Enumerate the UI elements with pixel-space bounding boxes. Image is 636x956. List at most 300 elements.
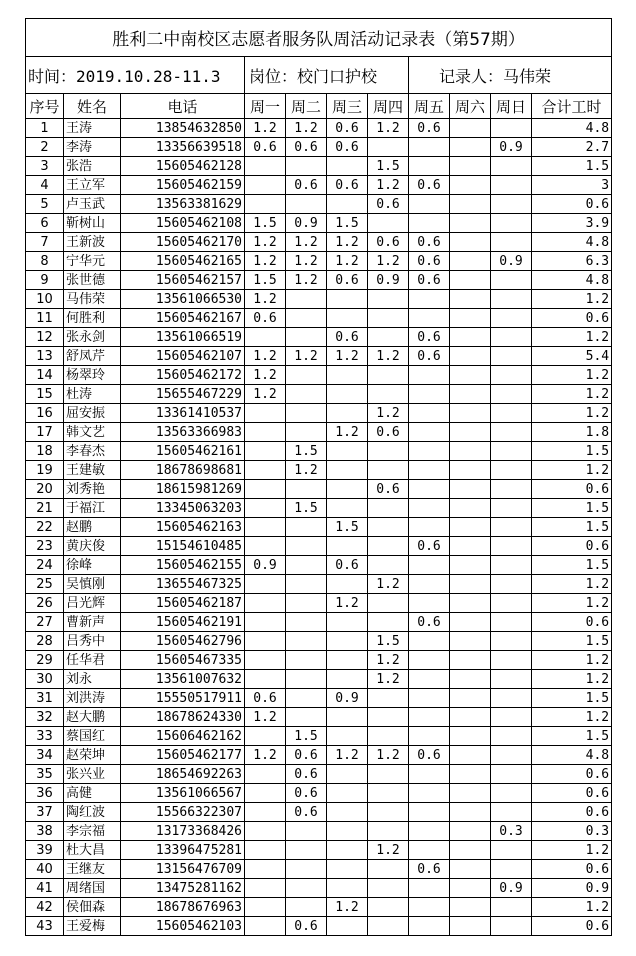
header-sun: 周日 bbox=[491, 94, 532, 119]
table-row bbox=[26, 157, 612, 176]
table-row bbox=[26, 632, 612, 651]
cell-mon bbox=[245, 442, 286, 461]
cell-sun bbox=[491, 347, 532, 366]
cell-thu bbox=[368, 784, 409, 803]
cell-sat bbox=[450, 594, 491, 613]
cell-name: 徐峰 bbox=[64, 556, 121, 575]
cell-sat bbox=[450, 290, 491, 309]
cell-tue bbox=[286, 480, 327, 499]
table-row bbox=[26, 290, 612, 309]
cell-thu: 0.9 bbox=[368, 271, 409, 290]
header-row bbox=[26, 94, 612, 119]
cell-thu bbox=[368, 708, 409, 727]
cell-sun bbox=[491, 461, 532, 480]
cell-tue bbox=[286, 689, 327, 708]
table-row bbox=[26, 176, 612, 195]
header-index: 序号 bbox=[26, 94, 64, 119]
cell-tue: 1.2 bbox=[286, 233, 327, 252]
cell-name: 杜大昌 bbox=[64, 841, 121, 860]
cell-thu bbox=[368, 214, 409, 233]
cell-tue bbox=[286, 404, 327, 423]
cell-sun bbox=[491, 917, 532, 936]
cell-phone: 15606462162 bbox=[121, 727, 245, 746]
time-range: 时间：2019.10.28-11.3 bbox=[26, 57, 245, 94]
header-sat: 周六 bbox=[450, 94, 491, 119]
cell-name: 张永剑 bbox=[64, 328, 121, 347]
cell-mon: 1.2 bbox=[245, 252, 286, 271]
cell-index: 35 bbox=[26, 765, 64, 784]
cell-name: 李宗福 bbox=[64, 822, 121, 841]
cell-name: 刘洪涛 bbox=[64, 689, 121, 708]
cell-name: 赵鹏 bbox=[64, 518, 121, 537]
cell-wed: 1.2 bbox=[327, 746, 368, 765]
cell-wed bbox=[327, 708, 368, 727]
cell-mon bbox=[245, 803, 286, 822]
cell-wed: 0.6 bbox=[327, 119, 368, 138]
cell-mon bbox=[245, 917, 286, 936]
cell-total: 0.9 bbox=[532, 879, 612, 898]
cell-name: 杨翠玲 bbox=[64, 366, 121, 385]
cell-tue bbox=[286, 841, 327, 860]
cell-fri bbox=[409, 556, 450, 575]
cell-tue bbox=[286, 594, 327, 613]
cell-index: 43 bbox=[26, 917, 64, 936]
cell-index: 37 bbox=[26, 803, 64, 822]
cell-sun bbox=[491, 860, 532, 879]
cell-tue bbox=[286, 651, 327, 670]
cell-fri: 0.6 bbox=[409, 233, 450, 252]
cell-sat bbox=[450, 518, 491, 537]
cell-total: 0.3 bbox=[532, 822, 612, 841]
cell-sun bbox=[491, 195, 532, 214]
cell-thu bbox=[368, 803, 409, 822]
header-wed: 周三 bbox=[327, 94, 368, 119]
cell-index: 25 bbox=[26, 575, 64, 594]
record-table bbox=[25, 18, 612, 936]
cell-tue bbox=[286, 423, 327, 442]
cell-name: 赵荣坤 bbox=[64, 746, 121, 765]
cell-wed bbox=[327, 404, 368, 423]
cell-total: 1.5 bbox=[532, 632, 612, 651]
cell-total: 1.5 bbox=[532, 442, 612, 461]
cell-index: 17 bbox=[26, 423, 64, 442]
cell-index: 32 bbox=[26, 708, 64, 727]
cell-tue: 1.2 bbox=[286, 461, 327, 480]
cell-phone: 15605462796 bbox=[121, 632, 245, 651]
cell-total: 1.2 bbox=[532, 898, 612, 917]
cell-index: 5 bbox=[26, 195, 64, 214]
cell-index: 38 bbox=[26, 822, 64, 841]
cell-sun bbox=[491, 366, 532, 385]
cell-total: 0.6 bbox=[532, 803, 612, 822]
cell-sun bbox=[491, 765, 532, 784]
cell-name: 陶红波 bbox=[64, 803, 121, 822]
cell-total: 1.5 bbox=[532, 727, 612, 746]
cell-index: 27 bbox=[26, 613, 64, 632]
cell-phone: 15605462165 bbox=[121, 252, 245, 271]
cell-total: 1.2 bbox=[532, 594, 612, 613]
cell-sun: 0.9 bbox=[491, 252, 532, 271]
cell-sun bbox=[491, 309, 532, 328]
table-row bbox=[26, 537, 612, 556]
cell-wed: 0.9 bbox=[327, 689, 368, 708]
cell-sun bbox=[491, 651, 532, 670]
cell-sun bbox=[491, 803, 532, 822]
cell-mon bbox=[245, 480, 286, 499]
cell-fri: 0.6 bbox=[409, 746, 450, 765]
cell-wed bbox=[327, 651, 368, 670]
cell-total: 1.5 bbox=[532, 499, 612, 518]
cell-sat bbox=[450, 651, 491, 670]
cell-thu bbox=[368, 556, 409, 575]
cell-phone: 18615981269 bbox=[121, 480, 245, 499]
cell-index: 6 bbox=[26, 214, 64, 233]
cell-tue: 1.5 bbox=[286, 442, 327, 461]
cell-sat bbox=[450, 176, 491, 195]
cell-thu bbox=[368, 537, 409, 556]
cell-index: 18 bbox=[26, 442, 64, 461]
cell-mon: 1.5 bbox=[245, 214, 286, 233]
cell-mon bbox=[245, 328, 286, 347]
cell-total: 0.6 bbox=[532, 480, 612, 499]
cell-total: 0.6 bbox=[532, 917, 612, 936]
cell-mon: 1.2 bbox=[245, 347, 286, 366]
cell-phone: 15655467229 bbox=[121, 385, 245, 404]
cell-tue bbox=[286, 328, 327, 347]
cell-name: 何胜利 bbox=[64, 309, 121, 328]
cell-fri bbox=[409, 157, 450, 176]
cell-tue bbox=[286, 822, 327, 841]
cell-index: 40 bbox=[26, 860, 64, 879]
cell-total: 1.2 bbox=[532, 366, 612, 385]
table-row bbox=[26, 746, 612, 765]
cell-fri: 0.6 bbox=[409, 860, 450, 879]
cell-phone: 13655467325 bbox=[121, 575, 245, 594]
cell-total: 4.8 bbox=[532, 271, 612, 290]
cell-phone: 13475281162 bbox=[121, 879, 245, 898]
cell-fri bbox=[409, 632, 450, 651]
cell-mon: 1.2 bbox=[245, 366, 286, 385]
cell-mon bbox=[245, 898, 286, 917]
cell-total: 6.3 bbox=[532, 252, 612, 271]
cell-thu bbox=[368, 328, 409, 347]
cell-tue bbox=[286, 670, 327, 689]
cell-sun bbox=[491, 480, 532, 499]
cell-wed bbox=[327, 879, 368, 898]
cell-total: 5.4 bbox=[532, 347, 612, 366]
cell-total: 1.2 bbox=[532, 575, 612, 594]
cell-tue bbox=[286, 157, 327, 176]
cell-sat bbox=[450, 917, 491, 936]
cell-phone: 18678676963 bbox=[121, 898, 245, 917]
table-row bbox=[26, 613, 612, 632]
cell-fri bbox=[409, 917, 450, 936]
cell-fri bbox=[409, 879, 450, 898]
cell-sun bbox=[491, 119, 532, 138]
table-row bbox=[26, 233, 612, 252]
cell-sun bbox=[491, 784, 532, 803]
recorder-label: 记录人：马伟荣 bbox=[409, 57, 612, 94]
cell-tue: 1.2 bbox=[286, 347, 327, 366]
cell-fri bbox=[409, 765, 450, 784]
cell-sat bbox=[450, 575, 491, 594]
cell-total: 1.2 bbox=[532, 290, 612, 309]
cell-index: 3 bbox=[26, 157, 64, 176]
cell-tue bbox=[286, 860, 327, 879]
cell-sat bbox=[450, 689, 491, 708]
cell-name: 张兴业 bbox=[64, 765, 121, 784]
cell-fri bbox=[409, 404, 450, 423]
cell-wed: 1.2 bbox=[327, 594, 368, 613]
table-row bbox=[26, 727, 612, 746]
cell-total: 0.6 bbox=[532, 537, 612, 556]
cell-wed bbox=[327, 613, 368, 632]
cell-name: 王继友 bbox=[64, 860, 121, 879]
cell-fri: 0.6 bbox=[409, 271, 450, 290]
cell-wed: 1.5 bbox=[327, 518, 368, 537]
table-row bbox=[26, 423, 612, 442]
cell-thu bbox=[368, 860, 409, 879]
cell-sat bbox=[450, 765, 491, 784]
cell-sun bbox=[491, 708, 532, 727]
cell-fri bbox=[409, 385, 450, 404]
table-row bbox=[26, 898, 612, 917]
cell-index: 24 bbox=[26, 556, 64, 575]
cell-sat bbox=[450, 879, 491, 898]
cell-wed bbox=[327, 727, 368, 746]
cell-name: 李春杰 bbox=[64, 442, 121, 461]
table-row bbox=[26, 670, 612, 689]
cell-sun bbox=[491, 404, 532, 423]
cell-phone: 15605462187 bbox=[121, 594, 245, 613]
table-row bbox=[26, 442, 612, 461]
cell-sun bbox=[491, 727, 532, 746]
cell-sat bbox=[450, 252, 491, 271]
cell-wed bbox=[327, 366, 368, 385]
cell-tue: 0.6 bbox=[286, 784, 327, 803]
cell-sat bbox=[450, 670, 491, 689]
cell-wed bbox=[327, 499, 368, 518]
cell-fri bbox=[409, 214, 450, 233]
cell-wed bbox=[327, 784, 368, 803]
cell-wed: 0.6 bbox=[327, 271, 368, 290]
cell-tue bbox=[286, 518, 327, 537]
cell-phone: 15605462170 bbox=[121, 233, 245, 252]
cell-sun: 0.9 bbox=[491, 138, 532, 157]
cell-total: 1.2 bbox=[532, 651, 612, 670]
cell-index: 22 bbox=[26, 518, 64, 537]
cell-thu bbox=[368, 727, 409, 746]
cell-phone: 15605462167 bbox=[121, 309, 245, 328]
cell-thu bbox=[368, 461, 409, 480]
cell-fri bbox=[409, 195, 450, 214]
cell-tue bbox=[286, 366, 327, 385]
cell-mon: 0.6 bbox=[245, 138, 286, 157]
cell-sun: 0.3 bbox=[491, 822, 532, 841]
cell-index: 33 bbox=[26, 727, 64, 746]
cell-mon bbox=[245, 575, 286, 594]
cell-sat bbox=[450, 442, 491, 461]
header-tue: 周二 bbox=[286, 94, 327, 119]
cell-sat bbox=[450, 233, 491, 252]
cell-index: 13 bbox=[26, 347, 64, 366]
cell-sun bbox=[491, 271, 532, 290]
cell-name: 韩文艺 bbox=[64, 423, 121, 442]
cell-phone: 13561007632 bbox=[121, 670, 245, 689]
cell-fri: 0.6 bbox=[409, 537, 450, 556]
cell-name: 马伟荣 bbox=[64, 290, 121, 309]
cell-total: 4.8 bbox=[532, 746, 612, 765]
cell-sat bbox=[450, 746, 491, 765]
table-row bbox=[26, 708, 612, 727]
cell-wed bbox=[327, 385, 368, 404]
cell-mon: 1.2 bbox=[245, 746, 286, 765]
table-row bbox=[26, 385, 612, 404]
cell-thu bbox=[368, 442, 409, 461]
cell-thu: 0.6 bbox=[368, 233, 409, 252]
cell-phone: 18678698681 bbox=[121, 461, 245, 480]
cell-name: 侯佃森 bbox=[64, 898, 121, 917]
cell-fri: 0.6 bbox=[409, 119, 450, 138]
post-label: 岗位：校门口护校 bbox=[245, 57, 409, 94]
cell-phone: 13561066567 bbox=[121, 784, 245, 803]
cell-tue bbox=[286, 195, 327, 214]
cell-thu: 1.2 bbox=[368, 575, 409, 594]
cell-sat bbox=[450, 366, 491, 385]
cell-tue: 1.2 bbox=[286, 271, 327, 290]
cell-sat bbox=[450, 347, 491, 366]
cell-mon bbox=[245, 594, 286, 613]
cell-phone: 15550517911 bbox=[121, 689, 245, 708]
cell-sat bbox=[450, 214, 491, 233]
cell-tue: 1.2 bbox=[286, 252, 327, 271]
cell-thu: 1.2 bbox=[368, 404, 409, 423]
cell-phone: 15605462155 bbox=[121, 556, 245, 575]
cell-fri bbox=[409, 138, 450, 157]
cell-tue bbox=[286, 290, 327, 309]
cell-name: 舒凤芹 bbox=[64, 347, 121, 366]
cell-name: 屈安振 bbox=[64, 404, 121, 423]
cell-fri bbox=[409, 575, 450, 594]
cell-thu bbox=[368, 385, 409, 404]
cell-thu bbox=[368, 594, 409, 613]
cell-sat bbox=[450, 138, 491, 157]
cell-thu bbox=[368, 518, 409, 537]
cell-name: 吕秀中 bbox=[64, 632, 121, 651]
cell-index: 36 bbox=[26, 784, 64, 803]
cell-index: 29 bbox=[26, 651, 64, 670]
cell-sun bbox=[491, 176, 532, 195]
cell-sat bbox=[450, 271, 491, 290]
cell-tue bbox=[286, 898, 327, 917]
cell-thu: 1.5 bbox=[368, 632, 409, 651]
cell-phone: 13361410537 bbox=[121, 404, 245, 423]
cell-sun bbox=[491, 290, 532, 309]
cell-total: 4.8 bbox=[532, 119, 612, 138]
cell-mon bbox=[245, 727, 286, 746]
cell-phone: 15605467335 bbox=[121, 651, 245, 670]
cell-thu bbox=[368, 822, 409, 841]
cell-mon bbox=[245, 632, 286, 651]
cell-tue bbox=[286, 537, 327, 556]
cell-wed: 1.5 bbox=[327, 214, 368, 233]
activity-record-sheet bbox=[25, 18, 611, 936]
cell-mon bbox=[245, 765, 286, 784]
cell-thu bbox=[368, 898, 409, 917]
cell-tue: 1.5 bbox=[286, 499, 327, 518]
cell-wed: 1.2 bbox=[327, 233, 368, 252]
cell-total: 4.8 bbox=[532, 233, 612, 252]
table-row bbox=[26, 119, 612, 138]
table-row bbox=[26, 765, 612, 784]
table-row bbox=[26, 252, 612, 271]
cell-fri bbox=[409, 670, 450, 689]
cell-sat bbox=[450, 727, 491, 746]
cell-index: 19 bbox=[26, 461, 64, 480]
cell-sun bbox=[491, 746, 532, 765]
cell-total: 0.6 bbox=[532, 613, 612, 632]
cell-name: 张世德 bbox=[64, 271, 121, 290]
cell-sun bbox=[491, 214, 532, 233]
table-row bbox=[26, 689, 612, 708]
cell-sat bbox=[450, 404, 491, 423]
cell-sun bbox=[491, 157, 532, 176]
cell-name: 王新波 bbox=[64, 233, 121, 252]
cell-phone: 15566322307 bbox=[121, 803, 245, 822]
cell-wed bbox=[327, 442, 368, 461]
cell-index: 39 bbox=[26, 841, 64, 860]
cell-fri: 0.6 bbox=[409, 347, 450, 366]
cell-wed: 1.2 bbox=[327, 347, 368, 366]
cell-name: 王涛 bbox=[64, 119, 121, 138]
cell-wed bbox=[327, 765, 368, 784]
cell-mon bbox=[245, 784, 286, 803]
table-row bbox=[26, 575, 612, 594]
cell-phone: 15605462157 bbox=[121, 271, 245, 290]
table-row bbox=[26, 347, 612, 366]
cell-tue: 0.6 bbox=[286, 917, 327, 936]
cell-fri bbox=[409, 803, 450, 822]
cell-wed bbox=[327, 157, 368, 176]
cell-total: 1.5 bbox=[532, 556, 612, 575]
table-row bbox=[26, 803, 612, 822]
cell-name: 张浩 bbox=[64, 157, 121, 176]
cell-wed bbox=[327, 309, 368, 328]
table-row bbox=[26, 404, 612, 423]
cell-mon bbox=[245, 461, 286, 480]
cell-wed: 0.6 bbox=[327, 328, 368, 347]
cell-mon bbox=[245, 841, 286, 860]
cell-thu: 0.6 bbox=[368, 480, 409, 499]
cell-phone: 15605462191 bbox=[121, 613, 245, 632]
table-row bbox=[26, 271, 612, 290]
cell-tue bbox=[286, 632, 327, 651]
cell-index: 14 bbox=[26, 366, 64, 385]
cell-name: 杜涛 bbox=[64, 385, 121, 404]
cell-index: 8 bbox=[26, 252, 64, 271]
cell-wed bbox=[327, 670, 368, 689]
cell-index: 10 bbox=[26, 290, 64, 309]
cell-fri: 0.6 bbox=[409, 176, 450, 195]
cell-phone: 13563381629 bbox=[121, 195, 245, 214]
cell-sat bbox=[450, 841, 491, 860]
cell-thu: 1.2 bbox=[368, 670, 409, 689]
cell-sat bbox=[450, 898, 491, 917]
cell-thu: 1.2 bbox=[368, 119, 409, 138]
cell-thu bbox=[368, 689, 409, 708]
cell-phone: 13173368426 bbox=[121, 822, 245, 841]
cell-thu bbox=[368, 879, 409, 898]
